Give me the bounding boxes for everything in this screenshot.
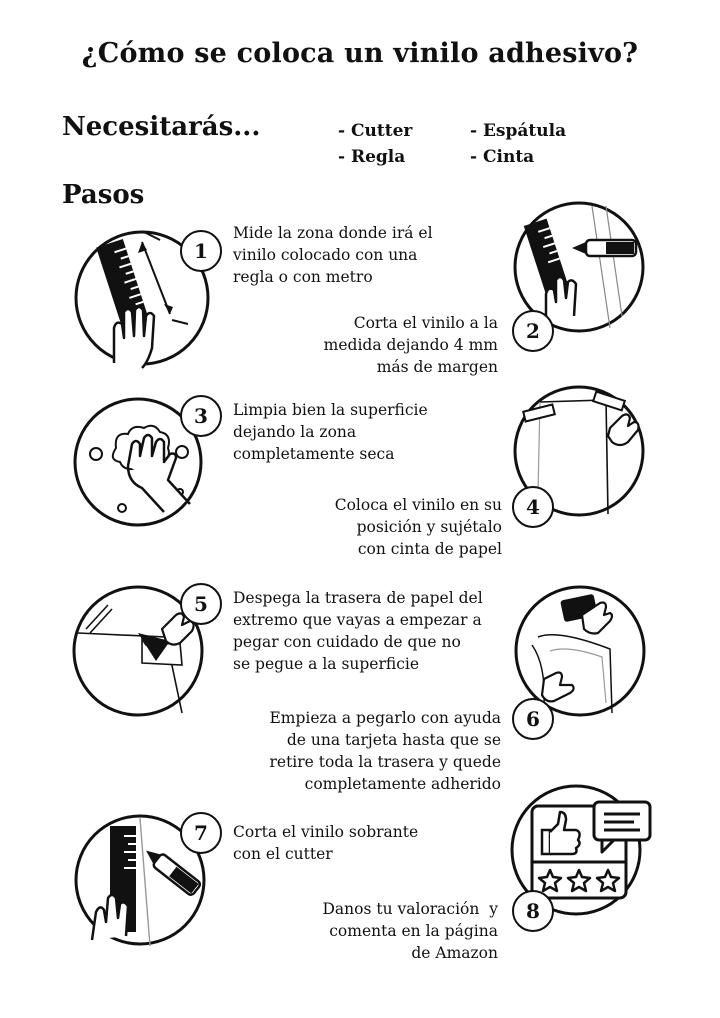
need-item-cinta: - Cinta <box>470 147 535 167</box>
step-4-number: 4 <box>512 486 554 528</box>
step-5-number: 5 <box>180 583 222 625</box>
page-title: ¿Cómo se coloca un vinilo adhesivo? <box>81 38 639 69</box>
step-6-number: 6 <box>512 698 554 740</box>
step-8-text: Danos tu valoración y comenta en la página de Amazon <box>322 900 498 962</box>
steps-heading: Pasos <box>62 180 145 210</box>
need-item-espatula: - Espátula <box>470 121 567 141</box>
need-item-cutter: - Cutter <box>338 121 413 141</box>
step-2-number: 2 <box>512 310 554 352</box>
step-1-number: 1 <box>180 230 222 272</box>
step-6-text: Empieza a pegarlo con ayuda de una tarjeta hasta que se retire toda la trasera y quede completamente adherido <box>269 709 501 793</box>
need-item-regla: - Regla <box>338 147 406 167</box>
step-1-text: Mide la zona donde irá el vinilo colocado con una regla o con metro <box>233 224 433 286</box>
needs-heading: Necesitarás... <box>62 112 261 142</box>
step-3-number: 3 <box>180 395 222 437</box>
step-5-text: Despega la trasera de papel del extremo que vayas a empezar a pegar con cuidado de que no se pegue a la superficie <box>233 589 483 673</box>
step-2-text: Corta el vinilo a la medida dejando 4 mm más de margen <box>323 314 498 376</box>
step-7-number: 7 <box>180 812 222 854</box>
step-8-number: 8 <box>512 890 554 932</box>
step-7-text: Corta el vinilo sobrante con el cutter <box>233 823 419 863</box>
step-4-text: Coloca el vinilo en su posición y sujétalo con cinta de papel <box>334 496 502 558</box>
step-3-text: Limpia bien la superficie dejando la zona completamente seca <box>233 401 428 463</box>
